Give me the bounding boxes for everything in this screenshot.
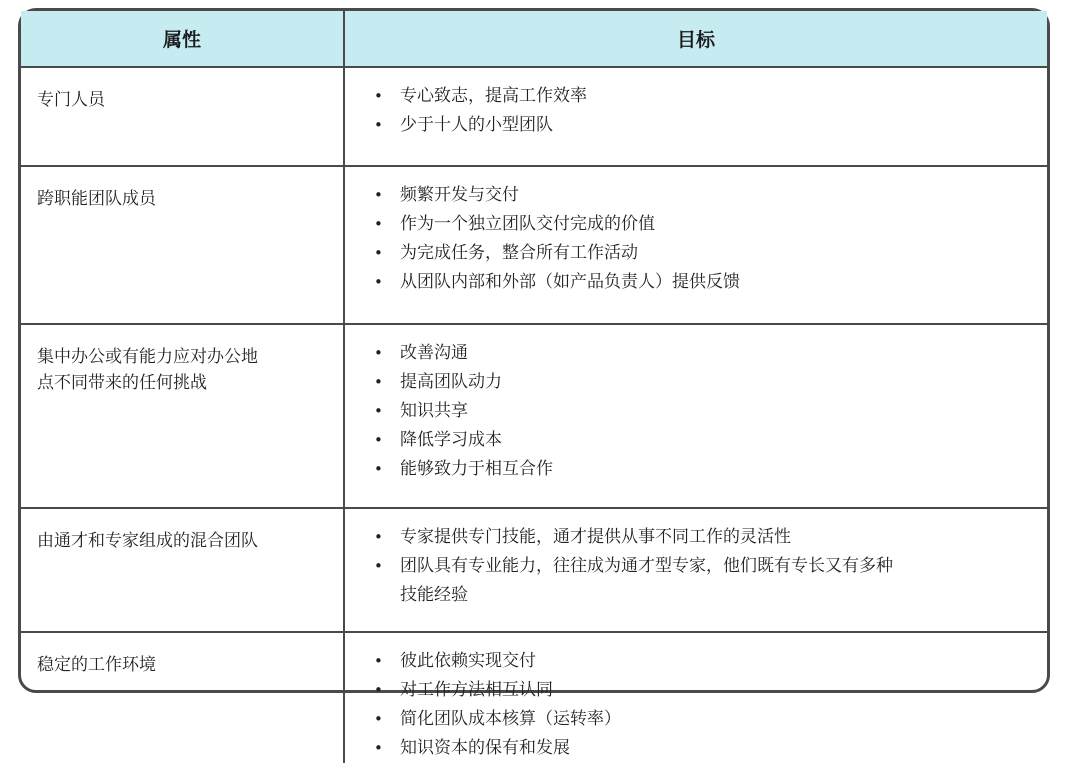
header-goal: 目标 (344, 11, 1047, 67)
goal-item (374, 676, 1027, 705)
bullet-icon: • (374, 431, 383, 449)
goal-list (374, 523, 1027, 610)
goal-item (374, 181, 1027, 210)
goal-text-line: 技能经验 (400, 585, 468, 605)
bullet-icon: • (374, 710, 383, 728)
bullet-icon: • (374, 373, 383, 391)
goal-text: 能够致力于相互合作 (400, 459, 553, 479)
attribute-line: 集中办公或有能力应对办公地 (37, 347, 258, 367)
header-attribute: 属性 (21, 11, 344, 67)
goal-text: 频繁开发与交付 (400, 185, 519, 205)
goal-text: 从团队内部和外部（如产品负责人）提供反馈 (400, 272, 740, 292)
table-row (21, 67, 1047, 166)
goal-item (374, 455, 1027, 484)
bullet-icon: • (374, 215, 383, 233)
attribute-cell: 由通才和专家组成的混合团队 (21, 508, 344, 632)
goal-text: 专家提供专门技能，通才提供从事不同工作的灵活性 (400, 527, 791, 547)
goal-text: 专心致志，提高工作效率 (400, 86, 587, 106)
goals-cell (344, 508, 1047, 632)
bullet-icon: • (374, 557, 383, 575)
bullet-icon: • (374, 402, 383, 420)
attribute-cell: 稳定的工作环境 (21, 632, 344, 763)
attribute-line: 点不同带来的任何挑战 (37, 373, 207, 393)
goal-text: 作为一个独立团队交付完成的价值 (400, 214, 655, 234)
table-row (21, 632, 1047, 763)
goal-item (374, 705, 1027, 734)
goal-text: 彼此依赖实现交付 (400, 651, 536, 671)
bullet-icon: • (374, 681, 383, 699)
bullet-icon: • (374, 186, 383, 204)
goal-text: 降低学习成本 (400, 430, 502, 450)
goal-item (374, 647, 1027, 676)
bullet-icon: • (374, 344, 383, 362)
goal-item (374, 111, 1027, 140)
bullet-icon: • (374, 273, 383, 291)
goal-item (374, 339, 1027, 368)
goal-text: 改善沟通 (400, 343, 468, 363)
goals-cell (344, 166, 1047, 324)
goal-text: 少于十人的小型团队 (400, 115, 553, 135)
goal-item (374, 426, 1027, 455)
goals-cell (344, 632, 1047, 763)
bullet-icon: • (374, 244, 383, 262)
goal-list (374, 647, 1027, 763)
attribute-cell (21, 324, 344, 508)
goal-text: 对工作方法相互认同 (400, 680, 553, 700)
goal-text: 提高团队动力 (400, 372, 502, 392)
table-row (21, 324, 1047, 508)
goal-item (374, 397, 1027, 426)
goal-list (374, 181, 1027, 297)
goal-item (374, 239, 1027, 268)
goal-list (374, 82, 1027, 140)
goal-list (374, 339, 1027, 484)
goal-item (374, 82, 1027, 111)
goal-text: 简化团队成本核算（运转率） (400, 709, 621, 729)
goal-text: 知识共享 (400, 401, 468, 421)
goal-text (400, 556, 893, 605)
goal-item (374, 210, 1027, 239)
table (21, 11, 1047, 763)
goal-item (374, 368, 1027, 397)
bullet-icon: • (374, 460, 383, 478)
bullet-icon: • (374, 87, 383, 105)
goal-text-line: 团队具有专业能力，往往成为通才型专家，他们既有专长又有多种 (400, 556, 893, 576)
goals-cell (344, 324, 1047, 508)
bullet-icon: • (374, 652, 383, 670)
bullet-icon: • (374, 528, 383, 546)
header-row (21, 11, 1047, 67)
goal-text: 知识资本的保有和发展 (400, 738, 570, 758)
attribute-cell: 跨职能团队成员 (21, 166, 344, 324)
attribute-goal-table (18, 8, 1050, 758)
goal-item (374, 523, 1027, 552)
attribute-cell: 专门人员 (21, 67, 344, 166)
goal-text: 为完成任务，整合所有工作活动 (400, 243, 638, 263)
goal-item (374, 552, 1027, 610)
goal-item (374, 734, 1027, 763)
bullet-icon: • (374, 739, 383, 757)
bullet-icon: • (374, 116, 383, 134)
table-row (21, 508, 1047, 632)
goals-cell (344, 67, 1047, 166)
goal-item (374, 268, 1027, 297)
table-row (21, 166, 1047, 324)
